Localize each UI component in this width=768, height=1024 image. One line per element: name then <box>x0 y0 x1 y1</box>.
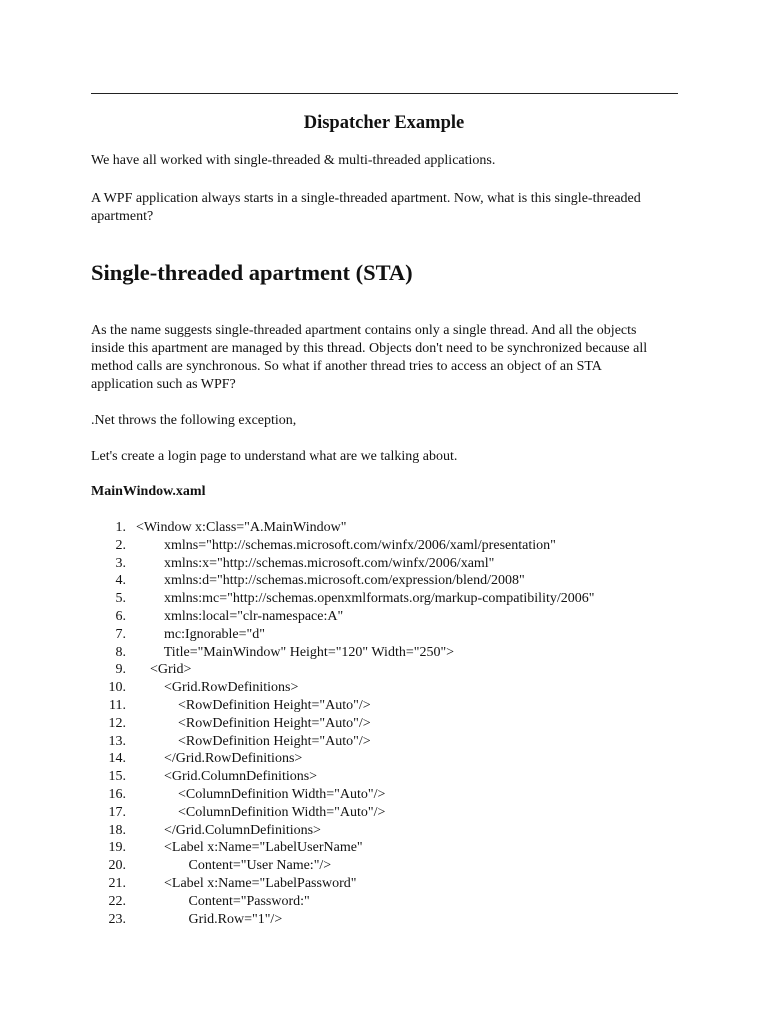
code-line-text: <RowDefinition Height="Auto"/> <box>136 697 371 713</box>
section-paragraph-1: As the name suggests single-threaded apartment contains only a single thread. And all the objects inside this apartment are managed by this thread. Objects don't need to be synchronized because all method calls are synchronous. So what if another thread tries to access an object of an STA application such as WPF? <box>91 323 648 392</box>
code-line <box>91 590 691 608</box>
code-line-text: Grid.Row="1"/> <box>136 911 283 927</box>
code-line <box>91 715 691 733</box>
code-line-text: </Grid.ColumnDefinitions> <box>136 822 321 838</box>
code-line <box>91 875 691 893</box>
code-line-number: 13. <box>108 733 126 749</box>
code-line <box>91 911 691 929</box>
code-line-number: 5. <box>115 591 126 607</box>
code-line <box>91 572 691 590</box>
code-line-text: <Label x:Name="LabelPassword" <box>136 875 357 891</box>
code-line-text: xmlns:x="http://schemas.microsoft.com/winfx/2006/xaml" <box>136 555 495 571</box>
code-line <box>91 768 691 786</box>
section-paragraph-3: Let's create a login page to understand what are we talking about. <box>91 449 458 464</box>
code-listing <box>91 519 691 928</box>
code-line-text: mc:Ignorable="d" <box>136 626 265 642</box>
code-line-number: 15. <box>108 769 126 785</box>
section-paragraph-2: .Net throws the following exception, <box>91 413 297 428</box>
code-line-text: <ColumnDefinition Width="Auto"/> <box>136 786 386 802</box>
code-line-number: 8. <box>115 644 126 660</box>
code-line-text: Content="Password:" <box>136 893 310 909</box>
document-title: Dispatcher Example <box>303 113 465 133</box>
code-line <box>91 519 691 537</box>
code-line-text: <Grid> <box>136 662 192 678</box>
code-line-number: 18. <box>108 822 126 838</box>
code-line-text: xmlns:d="http://schemas.microsoft.com/expression/blend/2008" <box>136 573 525 589</box>
code-line <box>91 679 691 697</box>
code-line-text: <Label x:Name="LabelUserName" <box>136 840 363 856</box>
code-line-number: 12. <box>108 715 126 731</box>
code-line-number: 21. <box>108 875 126 891</box>
code-line <box>91 839 691 857</box>
intro-paragraph-2: A WPF application always starts in a single-threaded apartment. Now, what is this single-threaded apartment? <box>91 191 641 224</box>
code-line <box>91 644 691 662</box>
code-line <box>91 750 691 768</box>
code-line-number: 14. <box>108 751 126 767</box>
code-line-number: 23. <box>108 911 126 927</box>
code-line <box>91 555 691 573</box>
code-line-number: 11. <box>109 697 126 713</box>
code-line <box>91 857 691 875</box>
code-line-number: 2. <box>115 537 126 553</box>
code-line-number: 17. <box>108 804 126 820</box>
code-line <box>91 697 691 715</box>
code-line-text: <Grid.ColumnDefinitions> <box>136 769 318 785</box>
code-line <box>91 893 691 911</box>
code-line-number: 10. <box>108 680 126 696</box>
code-line-text: <Window x:Class="A.MainWindow" <box>136 520 347 535</box>
code-line-text: <RowDefinition Height="Auto"/> <box>136 733 371 749</box>
header-divider <box>91 93 678 94</box>
code-line-text: Content="User Name:"/> <box>136 858 332 874</box>
code-line-text: Title="MainWindow" Height="120" Width="250"> <box>136 644 455 660</box>
code-line-text: </Grid.RowDefinitions> <box>136 751 303 767</box>
code-line <box>91 804 691 822</box>
code-line <box>91 733 691 751</box>
code-line <box>91 786 691 804</box>
code-line-text: <ColumnDefinition Width="Auto"/> <box>136 804 386 820</box>
code-line <box>91 608 691 626</box>
code-line-text: xmlns:mc="http://schemas.openxmlformats.org/markup-compatibility/2006" <box>136 591 595 607</box>
code-line-number: 16. <box>108 786 126 802</box>
code-line-number: 3. <box>115 555 126 571</box>
code-line <box>91 626 691 644</box>
code-line-number: 9. <box>115 662 126 678</box>
code-line-text: <RowDefinition Height="Auto"/> <box>136 715 371 731</box>
code-line-number: 7. <box>115 626 126 642</box>
code-line-number: 20. <box>108 858 126 874</box>
code-line-number: 19. <box>108 840 126 856</box>
code-line-number: 1. <box>115 520 126 535</box>
code-line-text: <Grid.RowDefinitions> <box>136 680 299 696</box>
code-line-number: 22. <box>108 893 126 909</box>
code-line-number: 6. <box>115 608 126 624</box>
code-line <box>91 661 691 679</box>
intro-paragraph-1: We have all worked with single-threaded & multi-threaded applications. <box>91 153 496 168</box>
code-line-text: xmlns:local="clr-namespace:A" <box>136 608 344 624</box>
code-line-number: 4. <box>115 573 126 589</box>
code-line-text: xmlns="http://schemas.microsoft.com/winfx/2006/xaml/presentation" <box>136 537 556 553</box>
code-file-name: MainWindow.xaml <box>91 484 206 499</box>
code-line <box>91 537 691 555</box>
section-heading: Single-threaded apartment (STA) <box>91 260 413 285</box>
code-line <box>91 822 691 840</box>
